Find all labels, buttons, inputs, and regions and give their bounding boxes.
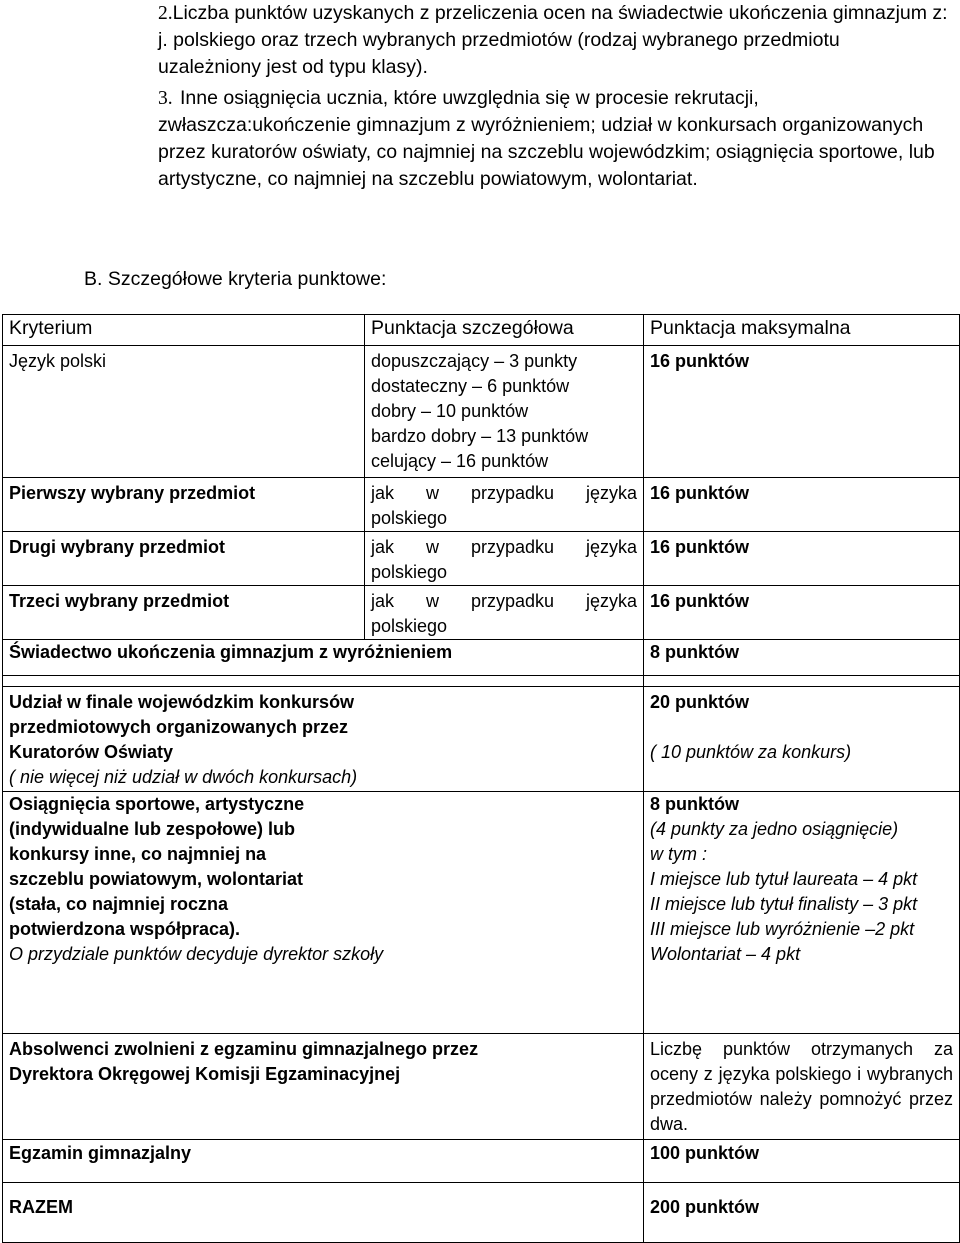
table-row xyxy=(3,1140,960,1183)
criterion-name: Absolwenci zwolnieni z egzaminu gimnazjalnego przez Dyrektora Okręgowej Komisji Egzaminacyjnej xyxy=(9,1039,479,1084)
table-row xyxy=(3,1034,960,1140)
total-label: RAZEM xyxy=(3,1183,644,1243)
max-points: 16 punktów xyxy=(644,346,960,478)
table-row xyxy=(3,532,960,586)
max-points-line: I miejsce lub tytuł laureata – 4 pkt xyxy=(650,869,918,889)
criterion-name: Język polski xyxy=(3,346,365,478)
item-number: 2. xyxy=(158,3,173,24)
table-row xyxy=(3,346,960,478)
max-points-cell xyxy=(644,687,960,792)
max-points-note: ( 10 punktów za konkurs) xyxy=(650,742,852,762)
max-points: 100 punktów xyxy=(644,1140,960,1183)
table-row xyxy=(3,792,960,1034)
table-row xyxy=(3,640,960,676)
max-points: 8 punktów xyxy=(650,794,739,814)
max-points: 16 punktów xyxy=(644,586,960,640)
grade-item: dobry – 10 punktów xyxy=(371,401,529,421)
item-text: Liczba punktów uzyskanych z przeliczenia ocen na świadectwie ukończenia gimnazjum z: j. polskiego oraz trzech wybranych przedmiotów (rodzaj wybranego przedmiotu uzależniony jest od typu klasy). xyxy=(158,2,948,78)
spacer-cell xyxy=(3,676,644,687)
item-number: 3. xyxy=(158,88,173,109)
criterion-name: Osiągnięcia sportowe, artystyczne (indywidualne lub zespołowe) lub konkursy inne, co najmniej na szczeblu powiatowym, wolontariat (stała, co najmniej roczna potwierdzona współpraca). xyxy=(9,794,305,939)
criterion-cell xyxy=(3,792,644,1034)
max-points: 20 punktów xyxy=(650,692,750,712)
max-points: 16 punktów xyxy=(644,532,960,586)
max-points-line: II miejsce lub tytuł finalisty – 3 pkt xyxy=(650,894,918,914)
total-points: 200 punktów xyxy=(644,1183,960,1243)
table-header-row xyxy=(3,315,960,346)
table-spacer-row xyxy=(3,676,960,687)
criterion-cell xyxy=(3,1034,644,1140)
max-points-line: (4 punkty za jedno osiągnięcie) xyxy=(650,819,899,839)
max-points-line: III miejsce lub wyróżnienie –2 pkt xyxy=(650,919,915,939)
criterion-name: Trzeci wybrany przedmiot xyxy=(3,586,365,640)
table-row xyxy=(3,478,960,532)
max-points: 8 punktów xyxy=(644,640,960,676)
grade-item: dopuszczający – 3 punkty xyxy=(371,351,578,371)
item-text: Inne osiągnięcia ucznia, które uwzględnia się w procesie rekrutacji, zwłaszcza:ukończenie gimnazjum z wyróżnieniem; udział w konkursach organizowanych przez kuratorów oświaty, co najmniej na szczeblu wojewódzkim; osiągnięcia sportowe, lub artystyczne, co najmniej na szczeblu powiatowym, wolontariat. xyxy=(158,87,935,190)
criterion-name: Świadectwo ukończenia gimnazjum z wyróżnieniem xyxy=(3,640,644,676)
grade-item: celujący – 16 punktów xyxy=(371,451,549,471)
detail-points: jak w przypadku języka polskiego xyxy=(365,586,644,640)
criterion-name: Egzamin gimnazjalny xyxy=(3,1140,644,1183)
criterion-name: Pierwszy wybrany przedmiot xyxy=(3,478,365,532)
criterion-cell xyxy=(3,687,644,792)
criterion-note: O przydziale punktów decyduje dyrektor szkoły xyxy=(9,944,384,964)
table-row xyxy=(3,687,960,792)
max-points: Liczbę punktów otrzymanych za oceny z języka polskiego i wybranych przedmiotów należy pomnożyć przez dwa. xyxy=(644,1034,960,1140)
intro-text xyxy=(158,0,948,193)
header-max-points: Punktacja maksymalna xyxy=(644,315,960,346)
criterion-name: Drugi wybrany przedmiot xyxy=(3,532,365,586)
max-points-line: w tym : xyxy=(650,844,707,864)
grade-list xyxy=(365,346,644,478)
header-detailed-points: Punktacja szczegółowa xyxy=(365,315,644,346)
intro-item-2 xyxy=(158,0,948,81)
table-row-total xyxy=(3,1183,960,1243)
max-points-cell xyxy=(644,792,960,1034)
grade-item: bardzo dobry – 13 punktów xyxy=(371,426,589,446)
blank-line xyxy=(650,715,953,740)
max-points: 16 punktów xyxy=(644,478,960,532)
criterion-name: Udział w finale wojewódzkim konkursów przedmiotowych organizowanych przez Kuratorów Oświaty xyxy=(9,692,355,762)
criteria-table xyxy=(2,314,960,1243)
detail-points: jak w przypadku języka polskiego xyxy=(365,532,644,586)
grade-item: dostateczny – 6 punktów xyxy=(371,376,570,396)
intro-item-3 xyxy=(158,85,948,193)
section-heading: B. Szczegółowe kryteria punktowe: xyxy=(84,268,387,290)
spacer-cell xyxy=(644,676,960,687)
detail-points: jak w przypadku języka polskiego xyxy=(365,478,644,532)
table-row xyxy=(3,586,960,640)
max-points-line: Wolontariat – 4 pkt xyxy=(650,944,801,964)
criterion-note: ( nie więcej niż udział w dwóch konkursach) xyxy=(9,767,358,787)
header-criterion: Kryterium xyxy=(3,315,365,346)
